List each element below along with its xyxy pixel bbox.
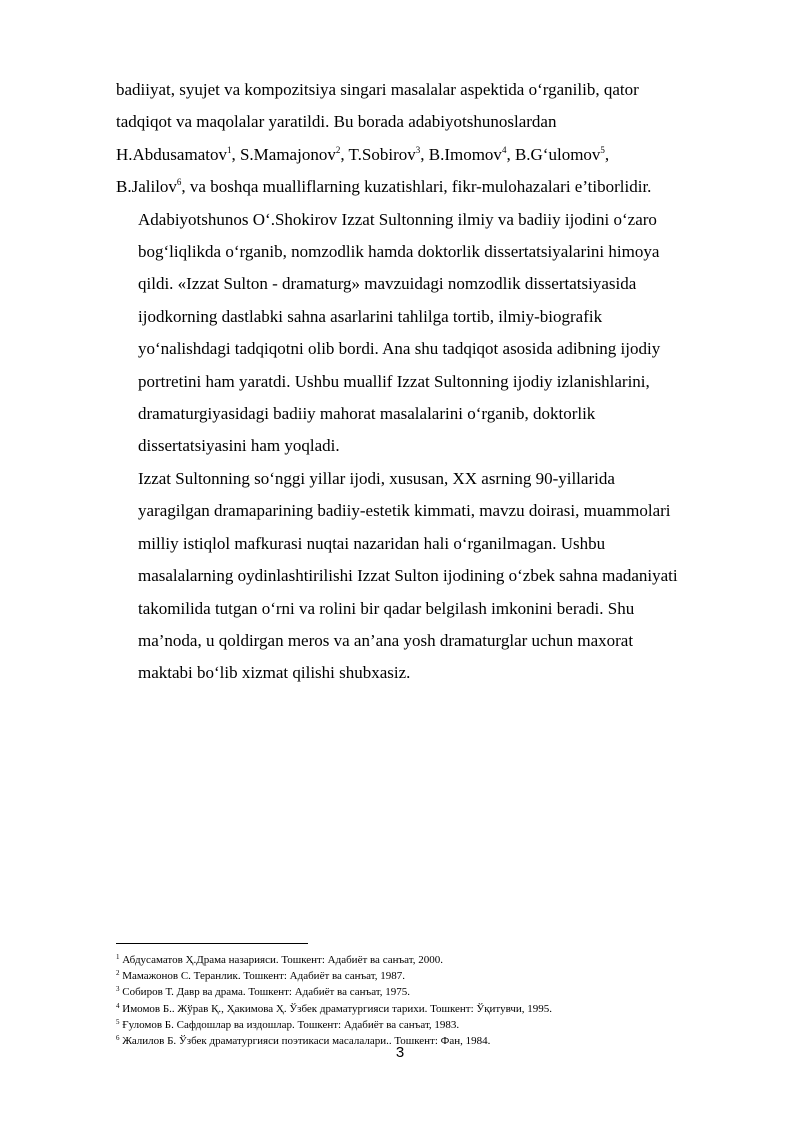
- footnote-ref-4[interactable]: 4: [501, 144, 507, 155]
- author-ref: B.Jalilov: [116, 177, 177, 197]
- text-line: dramaturgiyasidagi badiiy mahorat masalalarini o‘rganib, doktorlik: [138, 404, 596, 424]
- footnote-number: 4: [116, 1001, 120, 1010]
- footnote-ref-6[interactable]: 6: [176, 177, 182, 188]
- text-line: ma’noda, u qoldirgan meros va an’ana yosh dramaturglar uchun maxorat: [138, 630, 634, 650]
- footnote-5: [116, 1017, 716, 1033]
- text-line: tadqiqot va maqolalar yaratildi. Bu borada adabiyotshunoslardan: [116, 112, 557, 132]
- footnote-text: Абдусаматов Ҳ.Драма назарияси. Тошкент: Адабиёт ва санъат, 2000.: [122, 954, 443, 966]
- author-ref: H.Abdusamatov: [116, 144, 227, 164]
- footnotes: [116, 952, 716, 1049]
- footnote-ref-3[interactable]: 3: [415, 144, 421, 155]
- footnote-separator: [116, 943, 308, 944]
- author-ref: , B.G‘ulomov: [506, 144, 601, 164]
- footnote-4: [116, 1001, 716, 1017]
- text-line: ijodkorning dastlabki sahna asarlarini tahlilga tortib, ilmiy-biografik: [138, 306, 603, 326]
- text-line: Adabiyotshunos O‘.Shokirov Izzat Sultonning ilmiy va badiiy ijodini o‘zaro: [138, 209, 657, 229]
- footnote-number: 2: [116, 969, 120, 978]
- text-line: masalalarning oydinlashtirilishi Izzat Sulton ijodining o‘zbek sahna madaniyati: [138, 566, 678, 586]
- body-text: [116, 74, 701, 690]
- author-ref: , B.Imomov: [420, 144, 502, 164]
- footnote-ref-1[interactable]: 1: [226, 144, 232, 155]
- footnote-text: Собиров Т. Давр ва драма. Тошкент: Адабиёт ва санъат, 1975.: [122, 986, 411, 999]
- text-line: milliy istiqlol mafkurasi nuqtai nazaridan hali o‘rganilmagan. Ushbu: [138, 533, 606, 553]
- footnote-number: 5: [116, 1017, 120, 1026]
- text-line: maktabi bo‘lib xizmat qilishi shubxasiz.: [138, 663, 411, 683]
- footnote-text: Жалилов Б. Ўзбек драматургияси поэтикаси масалалари.. Тошкент: Фан, 1984.: [122, 1035, 491, 1048]
- text-line: takomilida tutgan o‘rni va rolini bir qadar belgilash imkonini beradi. Shu: [138, 598, 635, 618]
- footnote-1: [116, 952, 716, 968]
- paragraph-2: [116, 204, 701, 463]
- footnote-ref-2[interactable]: 2: [335, 144, 341, 155]
- page-number: 3: [395, 1044, 405, 1061]
- text-line: portretini ham yaratdi. Ushbu muallif Izzat Sultonning ijodiy izlanishlarini,: [138, 371, 650, 391]
- references-line: [116, 139, 701, 171]
- text-line: [116, 171, 701, 203]
- text-line: dissertatsiyasini ham yoqladi.: [138, 436, 340, 456]
- footnote-text: Мамажонов С. Теранлик. Тошкент: Адабиёт ва санъат, 1987.: [122, 970, 405, 983]
- footnote-text: Имомов Б.. Жўрав Қ., Ҳакимова Ҳ. Ўзбек драматургияси тарихи. Тошкент: Ўқитувчи, 1995.: [122, 1002, 553, 1015]
- text-line: yaragilgan dramaparining badiiy-estetik kimmati, mavzu doirasi, muammolari: [138, 501, 671, 521]
- text-line: bog‘liqlikda o‘rganib, nomzodlik hamda doktorlik dissertatsiyalarini himoya: [138, 242, 660, 262]
- text-line: Izzat Sultonning so‘nggi yillar ijodi, xususan, XX asrning 90-yillarida: [138, 468, 615, 488]
- text-line: badiiyat, syujet va kompozitsiya singari masalalar aspektida o‘rganilib, qator: [116, 80, 639, 99]
- author-ref: , T.Sobirov: [340, 144, 416, 164]
- author-ref: , S.Mamajonov: [231, 144, 336, 164]
- text-line: qildi. «Izzat Sulton - dramaturg» mavzuidagi nomzodlik dissertatsiyasida: [138, 274, 637, 294]
- paragraph-3: [116, 463, 701, 690]
- footnote-number: 3: [116, 985, 120, 994]
- footnote-ref-5[interactable]: 5: [600, 144, 605, 155]
- footnote-2: [116, 968, 716, 984]
- text-line: yo‘nalishdagi tadqiqotni olib bordi. Ana shu tadqiqot asosida adibning ijodiy: [138, 339, 661, 359]
- footnote-text: Ғуломов Б. Сафдошлар ва издошлар. Тошкент: Адабиёт ва санъат, 1983.: [122, 1018, 460, 1031]
- text-fragment: , va boshqa mualliflarning kuzatishlari, fikr-mulohazalari e’tiborlidir.: [181, 177, 652, 197]
- footnote-3: [116, 984, 716, 1000]
- footnote-number: 1: [116, 953, 120, 961]
- text-fragment: ,: [604, 144, 610, 164]
- paragraph-1: [116, 74, 701, 204]
- footnote-number: 6: [116, 1034, 120, 1043]
